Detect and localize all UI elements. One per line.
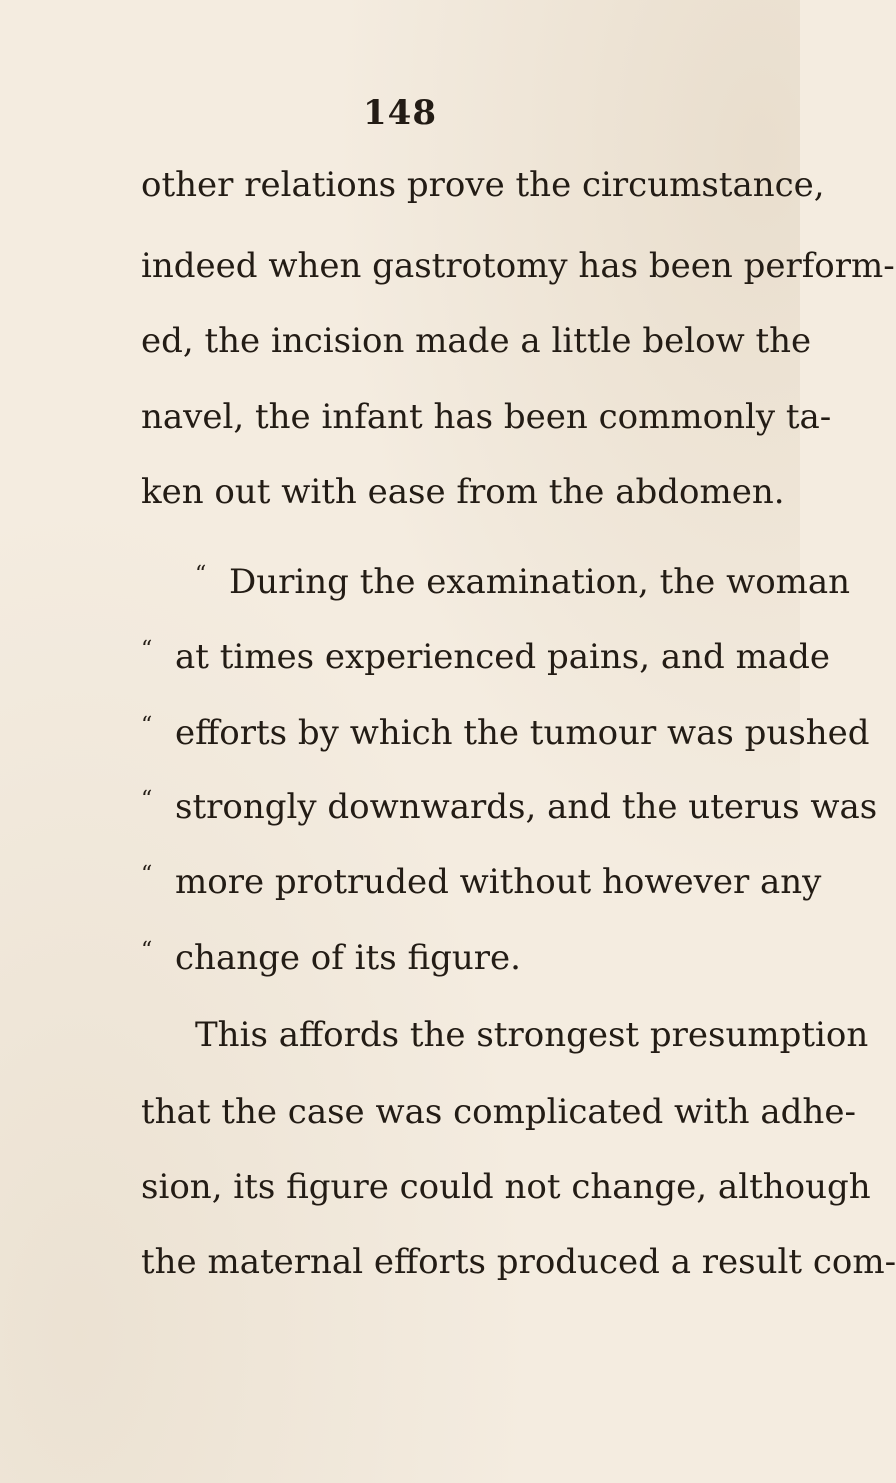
- quoted-line: [141, 931, 521, 978]
- text-line: indeed when gastrotomy has been perform-: [141, 246, 895, 286]
- text-line: that the case was complicated with adhe-: [141, 1092, 856, 1132]
- quote-mark: “: [195, 562, 207, 587]
- quote-mark: “: [141, 787, 153, 812]
- page-number: 148: [363, 93, 437, 133]
- quote-mark: “: [141, 938, 153, 963]
- text-line: navel, the infant has been commonly ta-: [141, 397, 832, 437]
- text-line: other relations prove the circumstance,: [141, 165, 825, 205]
- text-line: sion, its figure could not change, although: [141, 1167, 871, 1207]
- quote-mark: “: [141, 637, 153, 662]
- quoted-text: strongly downwards, and the uterus was: [175, 787, 878, 827]
- quoted-text: at times experienced pains, and made: [175, 637, 830, 677]
- quoted-line: [141, 630, 830, 677]
- text-line: ken out with ease from the abdomen.: [141, 472, 785, 512]
- quoted-line: [141, 780, 877, 827]
- quoted-line: [141, 706, 870, 753]
- text-line: the maternal efforts produced a result com-: [141, 1242, 896, 1282]
- text-line: This affords the strongest presumption: [195, 1015, 869, 1055]
- quoted-line: [195, 555, 850, 602]
- quoted-text: more protruded without however any: [175, 862, 822, 902]
- quoted-text: During the examination, the woman: [229, 562, 851, 602]
- quoted-text: efforts by which the tumour was pushed: [175, 713, 870, 753]
- quote-mark: “: [141, 862, 153, 887]
- quote-mark: “: [141, 713, 153, 738]
- quoted-line: [141, 855, 821, 902]
- quoted-text: change of its figure.: [175, 938, 521, 978]
- text-line: ed, the incision made a little below the: [141, 321, 812, 361]
